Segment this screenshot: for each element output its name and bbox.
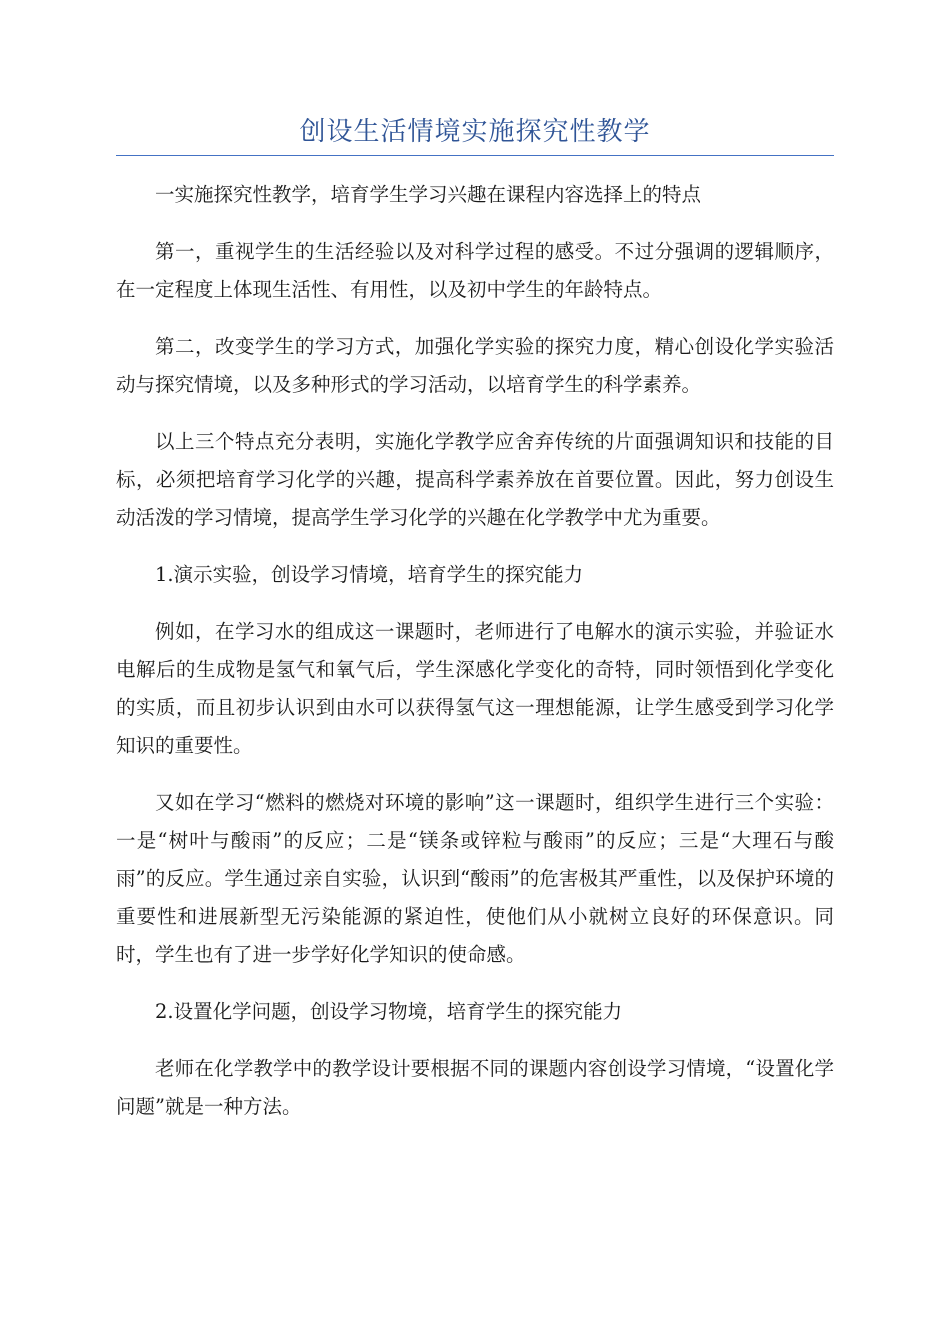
document-body [116,176,834,1145]
body-paragraph: 以上三个特点充分表明，实施化学教学应舍弃传统的片面强调知识和技能的目标，必须把培育学习化学的兴趣，提高科学素养放在首要位置。因此，努力创设生动活泼的学习情境，提高学生学习化学的兴趣在化学教学中尤为重要。 [116,430,834,529]
section-heading: 一实施探究性教学，培育学生学习兴趣在课程内容选择上的特点 [155,183,702,206]
section-heading: 1.演示实验，创设学习情境，培育学生的探究能力 [155,563,584,586]
body-paragraph: 第一，重视学生的生活经验以及对科学过程的感受。不过分强调的逻辑顺序，在一定程度上体现生活性、有用性，以及初中学生的年龄特点。 [116,240,834,301]
body-paragraph: 例如，在学习水的组成这一课题时，老师进行了电解水的演示实验，并验证水电解后的生成物是氢气和氧气后，学生深感化学变化的奇特，同时领悟到化学变化的实质，而且初步认识到由水可以获得氢气这一理想能源，让学生感受到学习化学知识的重要性。 [116,620,834,757]
title-underline [116,155,834,156]
document-title: 创设生活情境实施探究性教学 [299,117,651,147]
section-heading: 2.设置化学问题，创设学习物境，培育学生的探究能力 [155,1000,623,1023]
body-paragraph: 老师在化学教学中的教学设计要根据不同的课题内容创设学习情境，“设置化学问题”就是一种方法。 [116,1057,834,1118]
body-paragraph: 又如在学习“燃料的燃烧对环境的影响”这一课题时，组织学生进行三个实验：一是“树叶与酸雨”的反应；二是“镁条或锌粒与酸雨”的反应；三是“大理石与酸雨”的反应。学生通过亲自实验，认识到“酸雨”的危害极其严重性，以及保护环境的重要性和进展新型无污染能源的紧迫性，使他们从小就树立良好的环保意识。同时，学生也有了进一步学好化学知识的使命感。 [116,791,834,966]
body-paragraph: 第二，改变学生的学习方式，加强化学实验的探究力度，精心创设化学实验活动与探究情境，以及多种形式的学习活动，以培育学生的科学素养。 [116,335,834,396]
